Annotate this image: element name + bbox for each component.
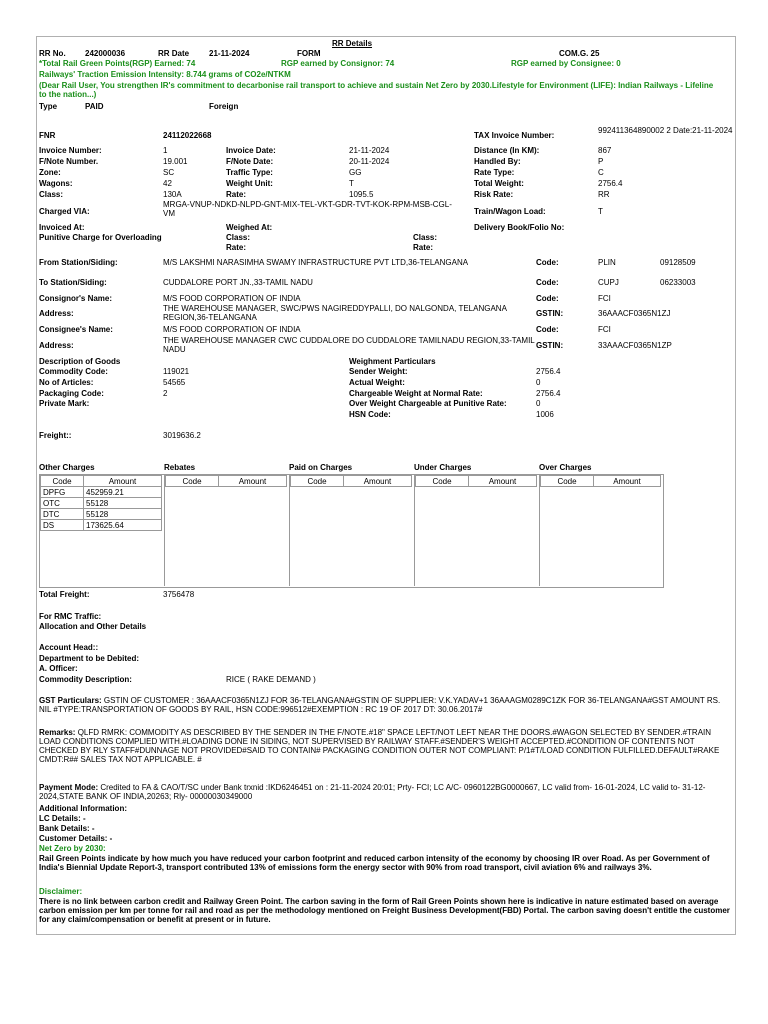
invoice-number: 1: [163, 146, 168, 155]
fnr: 24112022668: [163, 131, 212, 140]
charge-amount: 55128: [84, 509, 162, 520]
consignor-gstin: 36AAACF0365N1ZJ: [598, 309, 671, 318]
charges-divider: [289, 474, 290, 586]
from-code-label: Code:: [536, 258, 559, 267]
charged-via: MRGA-VNUP-NDKD-NLPD-GNT-MIX-TEL-VKT-GDR-TVT-KOK-RPM-MSB-CGL-VM: [163, 200, 452, 218]
charges-divider: [164, 474, 165, 586]
fnote-date: 20-11-2024: [349, 157, 390, 166]
total-freight-label: Total Freight:: [39, 590, 90, 599]
rr-document: [36, 36, 736, 935]
sender-weight: 2756.4: [536, 367, 561, 376]
tax-invoice-value: 992411364890002 2 Date:21-11-2024: [598, 126, 733, 135]
risk-rate-label: Risk Rate:: [474, 190, 514, 199]
rebates-label: Rebates: [164, 463, 196, 472]
net-zero-label: Net Zero by 2030:: [39, 844, 106, 853]
invoice-date: 21-11-2024: [349, 146, 390, 155]
distance: 867: [598, 146, 612, 155]
emission-intensity: Railways' Traction Emission Intensity: 8.744 grams of CO2e/NTKM: [39, 70, 291, 79]
rmc-label: For RMC Traffic:: [39, 612, 102, 621]
punitive-label: Punitive Charge for Overloading: [39, 233, 162, 242]
consignee-gstin: 33AAACF0365N1ZP: [598, 341, 672, 350]
consignee-gstin-label: GSTIN:: [536, 341, 564, 350]
code-header: Code: [541, 476, 594, 487]
consignor-code: FCI: [598, 294, 611, 303]
remarks: [39, 728, 729, 764]
under-charges-label: Under Charges: [414, 463, 472, 472]
consignee-address-label: Address:: [39, 341, 74, 350]
type-label: Type: [39, 102, 58, 111]
total-weight-label: Total Weight:: [474, 179, 524, 188]
charge-code: DS: [41, 520, 84, 531]
actual-weight: 0: [536, 378, 541, 387]
foreign-label: Foreign: [209, 102, 239, 111]
description-label: Description of Goods: [39, 357, 121, 366]
consignee-code: FCI: [598, 325, 611, 334]
articles-label: No of Articles:: [39, 378, 94, 387]
form-label: FORM: [297, 49, 321, 58]
type-value: PAID: [85, 102, 104, 111]
rr-date-label: RR Date: [158, 49, 190, 58]
zone-label: Zone:: [39, 168, 61, 177]
rate: 1095.5: [349, 190, 374, 199]
consignee-code-label: Code:: [536, 325, 559, 334]
charge-amount: 452959.21: [84, 487, 162, 498]
account-head-label: Account Head::: [39, 643, 99, 652]
charge-code: OTC: [41, 498, 84, 509]
rgp-consignee: RGP earned by Consignee: 0: [511, 59, 621, 68]
total-weight: 2756.4: [598, 179, 623, 188]
weight-unit: T: [349, 179, 354, 188]
charges-divider: [414, 474, 415, 586]
customer-details: Customer Details: -: [39, 834, 113, 843]
zone: SC: [163, 168, 175, 177]
invoiced-at-label: Invoiced At:: [39, 223, 85, 232]
disclaimer-text: There is no link between carbon credit and Railway Green Point. The carbon saving in the form of Rail Green Points shown here is indicative in nature estimated based on average carbon emission per km per tonne for rail and road as per the methodology mentioned on Freight Business Development(FBD) Portal. The carbon saving doesn't entitle the customer for any claim/compensation or benefit at present or in future.: [39, 897, 730, 924]
overweight: 0: [536, 399, 541, 408]
to-station: CUDDALORE PORT JN.,33-TAMIL NADU: [163, 278, 313, 287]
commodity-code: 119021: [163, 367, 190, 376]
invoice-date-label: Invoice Date:: [226, 146, 276, 155]
tax-invoice-label: TAX Invoice Number:: [474, 131, 555, 140]
amount-header: Amount: [344, 476, 412, 487]
punitive-class2-label: Class:: [413, 233, 438, 242]
chargeable: 2756.4: [536, 389, 561, 398]
gst-label: GST Particulars:: [39, 696, 102, 705]
table-row: [41, 520, 162, 531]
from-code: PLIN: [598, 258, 616, 267]
additional-info-label: Additional Information:: [39, 804, 127, 813]
payment-text: Credited to FA & CAO/T/SC under Bank trxnid :IKD6246451 on : 21-11-2024 20:01; Prty- FCI; LC A/C- 0960122BG0000667, LC valid from- 16-01-2024, LC valid to- 31-12-2024,STATE BANK OF INDIA,20263; Rly- 00000030349000: [39, 783, 706, 801]
consignee-label: Consignee's Name:: [39, 325, 113, 334]
rate-label: Rate:: [226, 190, 247, 199]
train-wagon-load: T: [598, 207, 603, 216]
bank-details: Bank Details: -: [39, 824, 95, 833]
punitive-rate2-label: Rate:: [413, 243, 434, 252]
allocation-label: Allocation and Other Details: [39, 622, 147, 631]
lc-details: LC Details: -: [39, 814, 86, 823]
to-code: CUPJ: [598, 278, 619, 287]
charges-divider: [539, 474, 540, 586]
payment-mode: [39, 783, 731, 801]
overweight-label: Over Weight Chargeable at Punitive Rate:: [349, 399, 507, 408]
other-charges-label: Other Charges: [39, 463, 95, 472]
to-code-label: Code:: [536, 278, 559, 287]
over-charges-table: [540, 475, 661, 487]
rgp-consignor: RGP earned by Consignor: 74: [281, 59, 395, 68]
invoice-number-label: Invoice Number:: [39, 146, 102, 155]
amount-header: Amount: [469, 476, 537, 487]
handled-by: P: [598, 157, 604, 166]
charge-amount: 173625.64: [84, 520, 162, 531]
charge-amount: 55128: [84, 498, 162, 509]
consignee-name: M/S FOOD CORPORATION OF INDIA: [163, 325, 301, 334]
class-label: Class:: [39, 190, 64, 199]
disclaimer-label: Disclaimer:: [39, 887, 83, 896]
private-mark-label: Private Mark:: [39, 399, 90, 408]
rebates-table: [165, 475, 287, 487]
code-header: Code: [166, 476, 219, 487]
handled-by-label: Handled By:: [474, 157, 521, 166]
punitive-class-label: Class:: [226, 233, 251, 242]
rgp-total: *Total Rail Green Points(RGP) Earned: 74: [39, 59, 196, 68]
hsn: 1006: [536, 410, 554, 419]
rate-type-label: Rate Type:: [474, 168, 515, 177]
charge-code: DTC: [41, 509, 84, 520]
weight-unit-label: Weight Unit:: [226, 179, 273, 188]
gst-particulars: [39, 696, 729, 714]
payment-label: Payment Mode:: [39, 783, 99, 792]
wagons: 42: [163, 179, 172, 188]
officer-label: A. Officer:: [39, 664, 78, 673]
other-charges-table: [40, 475, 162, 531]
code-header: Code: [41, 476, 84, 487]
under-charges-table: [415, 475, 537, 487]
fnote-date-label: F/Note Date:: [226, 157, 274, 166]
actual-weight-label: Actual Weight:: [349, 378, 405, 387]
rr-no-label: RR No.: [39, 49, 66, 58]
amount-header: Amount: [84, 476, 162, 487]
delivery-book-label: Delivery Book/Folio No:: [474, 223, 565, 232]
punitive-rate-label: Rate:: [226, 243, 247, 252]
rr-no: 242000036: [85, 49, 126, 58]
fnr-label: FNR: [39, 131, 56, 140]
consignee-address: THE WAREHOUSE MANAGER CWC CUDDALORE DO CUDDALORE TAMILNADU REGION,33-TAMIL NADU: [163, 336, 535, 354]
traffic-type: GG: [349, 168, 362, 177]
hsn-label: HSN Code:: [349, 410, 391, 419]
distance-label: Distance (In KM):: [474, 146, 540, 155]
page-title: RR Details: [332, 39, 373, 48]
gst-text: GSTIN OF CUSTOMER : 36AAACF0365N1ZJ FOR 36-TELANGANA#GSTIN OF SUPPLIER: V.K.YADAV+1 36AAAGM0289C1ZK FOR 36-TELANGANA#GST AMOUNT RS. NIL #TYPE:TRANSPORTATION OF GOODS BY RAIL, HSN CODE:996512#EXEMPTION : RC 19 OF 2017 DT: 30.06.2017#: [39, 696, 721, 714]
consignor-address: THE WAREHOUSE MANAGER, SWC/PWS NAGIREDDYPALLI, DO NALGONDA, TELANGANA REGION,36-TELANGANA: [163, 304, 507, 322]
code-header: Code: [416, 476, 469, 487]
from-code-number: 09128509: [660, 258, 696, 267]
wagons-label: Wagons:: [39, 179, 73, 188]
from-station-label: From Station/Siding:: [39, 258, 118, 267]
code-header: Code: [291, 476, 344, 487]
traffic-type-label: Traffic Type:: [226, 168, 273, 177]
chargeable-label: Chargeable Weight at Normal Rate:: [349, 389, 483, 398]
packaging-label: Packaging Code:: [39, 389, 104, 398]
remarks-text: QLFD RMRK: COMMODITY AS DESCRIBED BY THE SENDER IN THE F/NOTE.#18" SPACE LEFT/NOT LEFT NEAR THE DOORS.#WAGON SELECTED BY SENDER.#TRAIN LOAD CONDITIONS COMPLIED WITH.#LOADING DONE IN SIDING, NOT SUPERVISED BY RAILWAY STAFF.#SENDER'S WEIGHT ACCEPTED.#CONDITION OF CONTENTS NOT CHECKED BY RLY STAFF#DUNNAGE NOT PROVIDED#SAID TO CONTAIN# PACKAGING CONDITION OUTER NOT COMPLIANT: P/1#T/LOAD CONDITION FULFILLED.DEFAULT#RAKE CMDT:R## SALES TAX NOT APPLICABLE. #: [39, 728, 720, 764]
class-value: 130A: [163, 190, 182, 199]
risk-rate: RR: [598, 190, 610, 199]
charge-code: DPFG: [41, 487, 84, 498]
articles: 54565: [163, 378, 186, 387]
consignor-code-label: Code:: [536, 294, 559, 303]
amount-header: Amount: [594, 476, 661, 487]
table-row: [41, 487, 162, 498]
total-freight: 3756478: [163, 590, 195, 599]
commodity-desc: RICE ( RAKE DEMAND ): [226, 675, 316, 684]
dear-user-note: (Dear Rail User, You strengthen IR's commitment to decarbonise rail transport to achieve and sustain Net Zero by 2030.Lifestyle for Environment (LIFE): Indian Railways - Lifeline to the nation...): [39, 81, 714, 99]
weighed-at-label: Weighed At:: [226, 223, 273, 232]
consignor-label: Consignor's Name:: [39, 294, 113, 303]
paid-on-charges-label: Paid on Charges: [289, 463, 353, 472]
from-station: M/S LAKSHMI NARASIMHA SWAMY INFRASTRUCTURE PVT LTD,36-TELANGANA: [163, 258, 469, 267]
rr-date: 21-11-2024: [209, 49, 250, 58]
department-label: Department to be Debited:: [39, 654, 140, 663]
paid-on-table: [290, 475, 412, 487]
remarks-label: Remarks:: [39, 728, 76, 737]
packaging: 2: [163, 389, 168, 398]
fnote-number: 19.001: [163, 157, 188, 166]
table-row: [41, 498, 162, 509]
table-row: [41, 509, 162, 520]
consignor-gstin-label: GSTIN:: [536, 309, 564, 318]
train-wagon-load-label: Train/Wagon Load:: [474, 207, 546, 216]
consignor-name: M/S FOOD CORPORATION OF INDIA: [163, 294, 301, 303]
freight-label: Freight::: [39, 431, 72, 440]
to-station-label: To Station/Siding:: [39, 278, 107, 287]
consignor-address-label: Address:: [39, 309, 74, 318]
charged-via-label: Charged VIA:: [39, 207, 90, 216]
commodity-code-label: Commodity Code:: [39, 367, 108, 376]
freight: 3019636.2: [163, 431, 201, 440]
fnote-number-label: F/Note Number.: [39, 157, 99, 166]
over-charges-label: Over Charges: [539, 463, 592, 472]
to-code-number: 06233003: [660, 278, 696, 287]
com-g: COM.G. 25: [559, 49, 600, 58]
amount-header: Amount: [219, 476, 287, 487]
sender-weight-label: Sender Weight:: [349, 367, 408, 376]
rate-type: C: [598, 168, 604, 177]
weighment-label: Weighment Particulars: [349, 357, 436, 366]
rgp-explanation: Rail Green Points indicate by how much you have reduced your carbon footprint and reduced carbon intensity of the economy by choosing IR over Road. As per Government of India's Biennial Update Report-3, transport contributed 13% of emissions form the energy sector with 90% from road transport, civil aviation 6% and railways 3%.: [39, 854, 710, 872]
commodity-desc-label: Commodity Description:: [39, 675, 132, 684]
